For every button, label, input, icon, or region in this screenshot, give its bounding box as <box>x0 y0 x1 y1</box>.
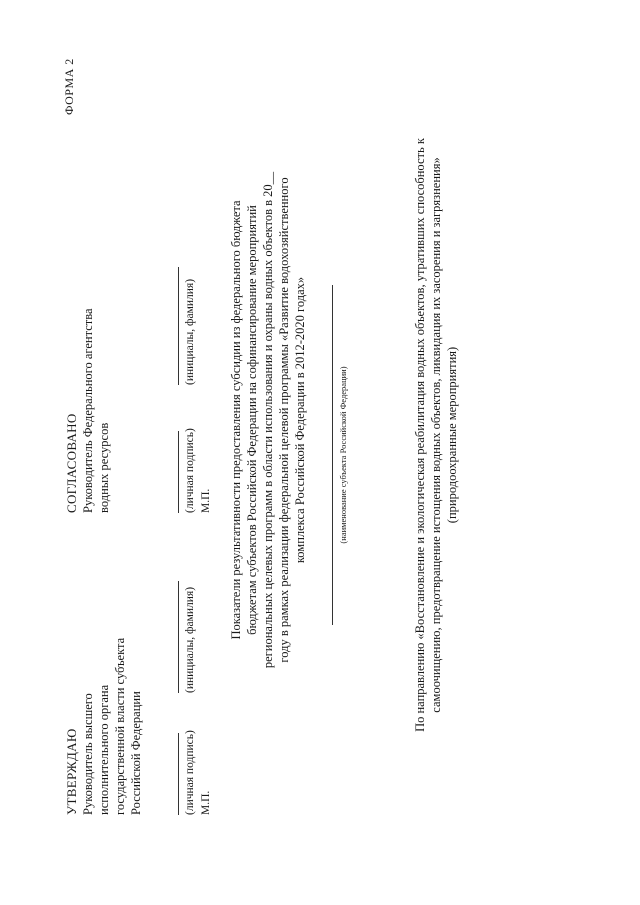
subject-name-caption: (наименование субъекта Российской Федерации) <box>338 366 348 544</box>
approval-signature-caption: (личная подпись) <box>184 730 196 815</box>
approval-initials-caption: (инициалы, фамилия) <box>184 586 196 693</box>
direction-line: самоочищению, предотвращение истощения водных объектов, ликвидация их засорения и загрязнения» <box>429 157 443 713</box>
direction-line: (природоохранные мероприятия) <box>445 346 459 524</box>
approval-line: исполнительного органа <box>97 684 111 815</box>
agreement-block <box>64 308 112 513</box>
title-line: бюджетам субъектов Российской Федерации на софинансирование мероприятий <box>245 205 259 635</box>
approval-block <box>64 638 144 815</box>
direction-line: По направлению «Восстановление и экологическая реабилитация водных объектов, утративших способность к <box>413 138 427 732</box>
agreement-heading: СОГЛАСОВАНО <box>64 413 79 513</box>
title-line: Показатели результативности предоставления субсидии из федерального бюджета <box>229 200 243 640</box>
agreement-line: Руководитель Федерального агентства <box>81 308 95 513</box>
approval-signature-line <box>178 733 179 815</box>
approval-line: Руководитель высшего <box>81 693 95 815</box>
agreement-stamp: М.П. <box>200 488 212 513</box>
agreement-signature-line <box>178 431 179 513</box>
approval-heading: УТВЕРЖДАЮ <box>64 728 79 815</box>
title-line: комплекса Российской Федерации в 2012-2020 годах» <box>293 276 307 564</box>
direction-paragraph <box>412 55 460 815</box>
title-line: региональных целевых программ в области использования и охраны водных объектов в 20__ <box>261 171 275 669</box>
agreement-line: водных ресурсов <box>97 422 111 513</box>
agreement-initials-line <box>178 267 179 385</box>
approval-line: Российской Федерации <box>129 691 143 815</box>
agreement-signature-caption: (личная подпись) <box>184 428 196 513</box>
form-number: ФОРМА 2 <box>62 58 76 115</box>
agreement-initials-caption: (инициалы, фамилия) <box>184 278 196 385</box>
document-title <box>228 70 308 770</box>
subject-name-line <box>332 285 333 625</box>
approval-stamp: М.П. <box>200 790 212 815</box>
approval-line: государственной власти субъекта <box>113 637 127 815</box>
title-line: году в рамках реализации федеральной целевой программы «Развитие водохозяйственного <box>277 177 291 663</box>
approval-initials-line <box>178 581 179 693</box>
